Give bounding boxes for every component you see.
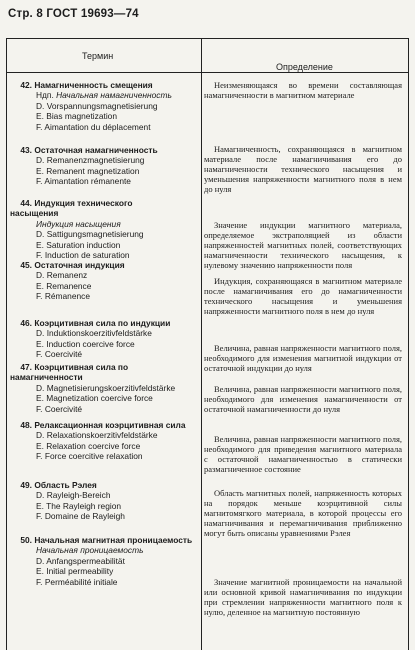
table-left-border xyxy=(6,38,7,650)
definition-46: Величина, равная напряженности магнитного поля, необходимого для изменения магнитной индукции от остаточной индукции до нуля xyxy=(204,343,402,374)
table-right-border xyxy=(408,38,409,650)
term-48: 48. Релаксационная коэрцитивная сила D. Relaxationskoerzitivfeldstärke E. Relaxation coercive force F. Force coercitive relaxation xyxy=(20,420,186,462)
definition-44: Значение индукции магнитного материала, определяемое экстраполяцией из области напряженностей магнитных полей, соответствующих намагниченности технического насыщения, к нулевому значению напряженности поля xyxy=(204,220,402,271)
term-49: 49. Область Рэлея D. Rayleigh-Bereich E. The Rayleigh region F. Domaine de Rayleigh xyxy=(20,480,125,522)
term-43: 43. Остаточная намагниченность D. Remanenzmagnetisierung E. Remanent magnetization F. Aimantation rémanente xyxy=(20,145,158,187)
term-46: 46. Коэрцитивная сила по индукции D. Induktionskoerzitivfeldstärke E. Induction coercive force F. Coercivité xyxy=(20,318,171,360)
page-header: Стр. 8 ГОСТ 19693—74 xyxy=(8,8,139,20)
term-44: 44. Индукция технического насыщения Индукция насыщения D. Sattigungsmagnetisierung E. Saturation induction F. Induction de saturation xyxy=(10,198,144,261)
definition-42: Неизменяющаяся во времени составляющая намагниченности в магнитном материале xyxy=(204,80,402,101)
term-50: 50. Начальная магнитная проницаемость Начальная проницаемость D. Anfangspermeabilität E. Initial permeability F. Perméabilité initiale xyxy=(20,535,193,587)
definition-50: Значение магнитной проницаемости на начальной или основной кривой намагничивания по индукции при стремлении напряженности магнитного поля к нулю, деленное на магнитную постоянную xyxy=(204,577,402,618)
definition-49: Область магнитных полей, напряженность которых на порядок меньше коэрцитивной силы магнитомягкого материала, в которой процессы его намагничивания и перемагничивания приближенно могут быть описаны уравнениями Рэлея xyxy=(204,488,402,539)
table-header-rule xyxy=(6,72,409,73)
column-header-definition: Определение xyxy=(276,62,333,72)
column-header-term: Термин xyxy=(82,51,114,61)
definition-47: Величина, равная напряженности магнитного поля, необходимого для изменения намагниченности от остаточной намагниченности до нуля xyxy=(204,384,402,415)
table-top-rule xyxy=(6,38,409,39)
definition-45: Индукция, сохраняющаяся в магнитном материале после намагничивания его до намагниченности технического насыщения и уменьшения напряженности магнитного поля в нем до нуля xyxy=(204,276,402,317)
term-45: 45. Остаточная индукция D. Remanenz E. Remanence F. Rémanence xyxy=(20,260,125,302)
definition-48: Величина, равная напряженности магнитного поля, необходимого для приведения магнитного материала с остаточной намагниченностью в статически размагниченное состояние xyxy=(204,434,402,475)
definition-43: Намагниченность, сохраняющаяся в магнитном материале после намагничивания его до намагниченности технического насыщения и уменьшения напряженности магнитного поля в нем до нуля xyxy=(204,144,402,195)
term-42: 42. Намагниченность смещения Ндп. Начальная намагниченность D. Vorspannungsmagnetisierung E. Bias magnetization F. Aimantation du déplacement xyxy=(20,80,172,132)
term-47: 47. Коэрцитивная сила по намагниченности D. Magnetisierungskoerzitivfeldstärke E. Magnetization coercive force F. Coercivité xyxy=(10,362,176,414)
